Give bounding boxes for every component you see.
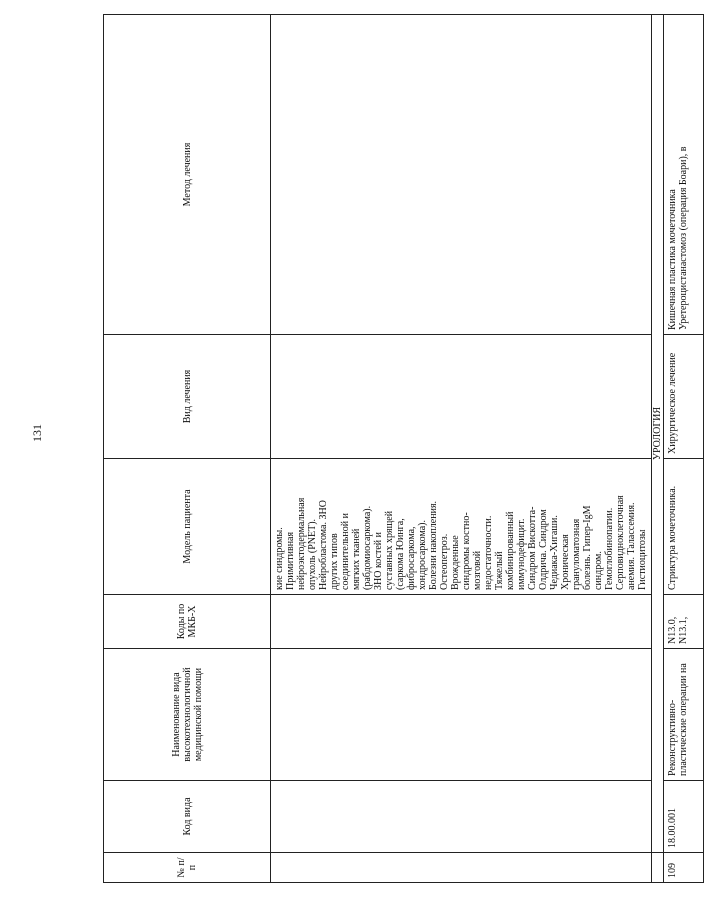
rotated-page: [103, 15, 689, 883]
continuation-model-cell: [271, 459, 652, 595]
model-line: других типов: [329, 533, 340, 590]
model-line: Олдрича. Синдром: [538, 509, 549, 590]
continuation-row: [271, 15, 652, 883]
model-line: Остеопетроз.: [439, 533, 450, 590]
header-type: Вид лечения: [104, 335, 271, 459]
model-line: мягких тканей: [351, 528, 362, 590]
row-num: 109: [664, 853, 704, 883]
header-code: Код вида: [104, 781, 271, 853]
model-line: синдром.: [593, 551, 604, 590]
header-icd: Коды по МКБ-Х: [104, 595, 271, 649]
table-row: [664, 15, 704, 883]
model-line: Болезни накопления.: [428, 500, 439, 590]
model-line: Чедиака-Хигаши.: [549, 515, 560, 590]
header-num: № п/п: [104, 853, 271, 883]
model-line: мозговой: [472, 550, 483, 590]
method-line: Уретероцистанастомоз (операция Боари), в: [678, 146, 689, 330]
row-code: 18.00.001: [664, 781, 704, 853]
model-line: Хроническая: [560, 534, 571, 590]
section-row: [652, 15, 664, 883]
model-line: Гистиоцитозы: [637, 529, 648, 590]
header-name: Наименование вида высокотехнологичной медицинской помощи: [104, 649, 271, 781]
model-line: Синдром Вискотта-: [527, 506, 538, 590]
model-line: Тяжелый: [494, 551, 505, 590]
row-type: Хирургическое лечение: [664, 335, 704, 459]
model-line: грануломатозная: [571, 518, 582, 590]
model-line: Гемоглобинопатии.: [604, 507, 615, 590]
model-line: Серповидноклеточная: [615, 495, 626, 590]
model-line: синдромы костно-: [461, 512, 472, 590]
model-line: (рабдомиосаркома).: [362, 505, 373, 590]
header-model: Модель пациента: [104, 459, 271, 595]
model-line: Врожденные: [450, 535, 461, 590]
row-name: Реконструктивно-пластические операции на: [664, 649, 704, 781]
row-icd: N13.0, N13.1,: [664, 595, 704, 649]
method-line: Кишечная пластика мочеточника: [667, 189, 678, 330]
section-title: УРОЛОГИЯ: [652, 15, 664, 853]
header-method: Метод лечения: [104, 15, 271, 335]
model-line: Примитивная: [285, 531, 296, 590]
model-line: болезнь. Гипер-IgM: [582, 505, 593, 590]
model-line: Нейробластома. ЗНО: [318, 500, 329, 590]
model-line: анемия. Талассемия.: [626, 502, 637, 590]
treatment-table: [103, 14, 704, 883]
model-line: соединительной и: [340, 513, 351, 590]
model-line: недостаточности.: [483, 515, 494, 590]
header-row: [104, 15, 271, 883]
row-method: [664, 15, 704, 335]
model-line: фибросаркома,: [406, 526, 417, 590]
model-line: ЗНО костей и: [373, 531, 384, 590]
model-line: нейроэктодермальная: [296, 497, 307, 590]
model-line: кие синдромы.: [274, 527, 285, 590]
model-line: комбинированный: [505, 511, 516, 590]
model-line: суставных хрящей: [384, 510, 395, 590]
page-number: 131: [30, 424, 44, 442]
model-line: иммунодефицит.: [516, 518, 527, 590]
model-line: (саркома Юинга,: [395, 518, 406, 590]
row-model: Стриктура мочеточника.: [664, 459, 704, 595]
model-line: опухоль (PNET).: [307, 518, 318, 590]
model-line: хондросаркома).: [417, 520, 428, 590]
